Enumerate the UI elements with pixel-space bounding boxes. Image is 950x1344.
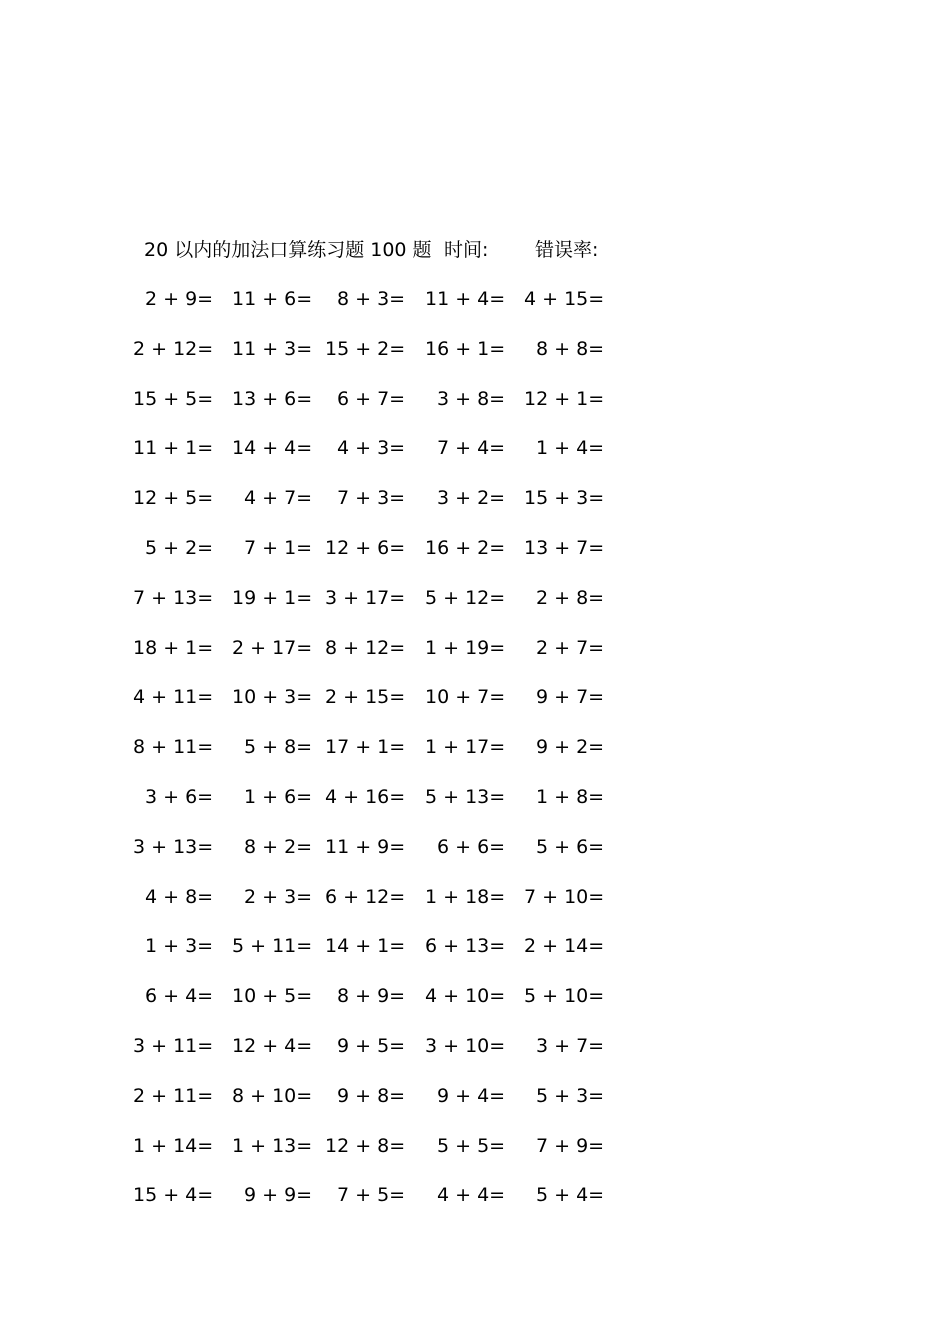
problem-item: 7 + 9= <box>536 1135 605 1157</box>
problem-item: 5 + 5= <box>437 1135 506 1157</box>
problem-item: 2 + 7= <box>536 637 605 659</box>
problem-item: 7 + 5= <box>337 1184 406 1206</box>
problem-item: 8 + 11= <box>133 736 214 758</box>
problem-item: 15 + 3= <box>524 487 605 509</box>
problem-item: 7 + 4= <box>437 437 506 459</box>
problem-item: 9 + 4= <box>437 1085 506 1107</box>
problem-item: 7 + 1= <box>244 537 313 559</box>
problem-item: 9 + 7= <box>536 686 605 708</box>
problem-item: 2 + 8= <box>536 587 605 609</box>
problem-item: 1 + 17= <box>425 736 506 758</box>
problem-item: 5 + 11= <box>232 935 313 957</box>
problem-item: 6 + 4= <box>145 985 214 1007</box>
problem-item: 7 + 10= <box>524 886 605 908</box>
problem-item: 2 + 17= <box>232 637 313 659</box>
problem-item: 10 + 7= <box>425 686 506 708</box>
problem-item: 15 + 5= <box>133 388 214 410</box>
problem-item: 11 + 6= <box>232 288 313 310</box>
problem-item: 4 + 8= <box>145 886 214 908</box>
problem-item: 5 + 2= <box>145 537 214 559</box>
problem-item: 5 + 4= <box>536 1184 605 1206</box>
time-label: 时间: <box>444 239 489 261</box>
problem-item: 7 + 13= <box>133 587 214 609</box>
problem-item: 3 + 11= <box>133 1035 214 1057</box>
problem-item: 1 + 4= <box>536 437 605 459</box>
problem-item: 8 + 2= <box>244 836 313 858</box>
problem-item: 2 + 14= <box>524 935 605 957</box>
problem-item: 8 + 12= <box>325 637 406 659</box>
problem-item: 11 + 1= <box>133 437 214 459</box>
problem-item: 1 + 3= <box>145 935 214 957</box>
problem-item: 4 + 15= <box>524 288 605 310</box>
problem-item: 9 + 8= <box>337 1085 406 1107</box>
problem-item: 6 + 6= <box>437 836 506 858</box>
problem-item: 13 + 6= <box>232 388 313 410</box>
problem-item: 12 + 4= <box>232 1035 313 1057</box>
problem-item: 9 + 9= <box>244 1184 313 1206</box>
problem-item: 18 + 1= <box>133 637 214 659</box>
problem-item: 2 + 3= <box>244 886 313 908</box>
problem-item: 1 + 14= <box>133 1135 214 1157</box>
problem-item: 1 + 6= <box>244 786 313 808</box>
problem-item: 8 + 9= <box>337 985 406 1007</box>
problem-item: 5 + 6= <box>536 836 605 858</box>
problem-item: 5 + 10= <box>524 985 605 1007</box>
problem-item: 5 + 12= <box>425 587 506 609</box>
problem-item: 6 + 7= <box>337 388 406 410</box>
problem-item: 1 + 19= <box>425 637 506 659</box>
problem-item: 4 + 16= <box>325 786 406 808</box>
problem-item: 1 + 13= <box>232 1135 313 1157</box>
problem-item: 3 + 8= <box>437 388 506 410</box>
problem-item: 6 + 12= <box>325 886 406 908</box>
problem-item: 3 + 7= <box>536 1035 605 1057</box>
problem-item: 4 + 4= <box>437 1184 506 1206</box>
problem-item: 16 + 1= <box>425 338 506 360</box>
problem-item: 1 + 8= <box>536 786 605 808</box>
problem-item: 8 + 8= <box>536 338 605 360</box>
problem-item: 14 + 4= <box>232 437 313 459</box>
problem-item: 10 + 5= <box>232 985 313 1007</box>
problem-item: 9 + 5= <box>337 1035 406 1057</box>
problem-item: 5 + 13= <box>425 786 506 808</box>
problem-item: 3 + 2= <box>437 487 506 509</box>
problem-item: 3 + 13= <box>133 836 214 858</box>
problem-item: 16 + 2= <box>425 537 506 559</box>
problem-item: 4 + 11= <box>133 686 214 708</box>
problem-item: 1 + 18= <box>425 886 506 908</box>
problem-item: 2 + 11= <box>133 1085 214 1107</box>
problem-item: 8 + 3= <box>337 288 406 310</box>
problem-item: 12 + 5= <box>133 487 214 509</box>
problem-item: 8 + 10= <box>232 1085 313 1107</box>
problem-item: 12 + 6= <box>325 537 406 559</box>
problem-item: 4 + 7= <box>244 487 313 509</box>
problem-item: 5 + 8= <box>244 736 313 758</box>
problem-item: 7 + 3= <box>337 487 406 509</box>
problem-item: 9 + 2= <box>536 736 605 758</box>
problem-item: 4 + 10= <box>425 985 506 1007</box>
problem-item: 3 + 17= <box>325 587 406 609</box>
problem-item: 2 + 12= <box>133 338 214 360</box>
problem-item: 15 + 4= <box>133 1184 214 1206</box>
problem-item: 12 + 8= <box>325 1135 406 1157</box>
error-rate-label: 错误率: <box>535 239 599 261</box>
problem-item: 6 + 13= <box>425 935 506 957</box>
worksheet-title: 20 以内的加法口算练习题 100 题 <box>144 239 432 261</box>
problem-item: 17 + 1= <box>325 736 406 758</box>
problem-item: 2 + 15= <box>325 686 406 708</box>
problem-item: 5 + 3= <box>536 1085 605 1107</box>
problem-item: 19 + 1= <box>232 587 313 609</box>
problem-item: 15 + 2= <box>325 338 406 360</box>
problem-item: 14 + 1= <box>325 935 406 957</box>
problem-item: 13 + 7= <box>524 537 605 559</box>
problem-item: 12 + 1= <box>524 388 605 410</box>
problem-item: 4 + 3= <box>337 437 406 459</box>
problem-item: 3 + 6= <box>145 786 214 808</box>
problem-item: 3 + 10= <box>425 1035 506 1057</box>
problem-item: 11 + 3= <box>232 338 313 360</box>
problem-item: 11 + 9= <box>325 836 406 858</box>
problem-item: 2 + 9= <box>145 288 214 310</box>
problem-item: 11 + 4= <box>425 288 506 310</box>
problem-item: 10 + 3= <box>232 686 313 708</box>
